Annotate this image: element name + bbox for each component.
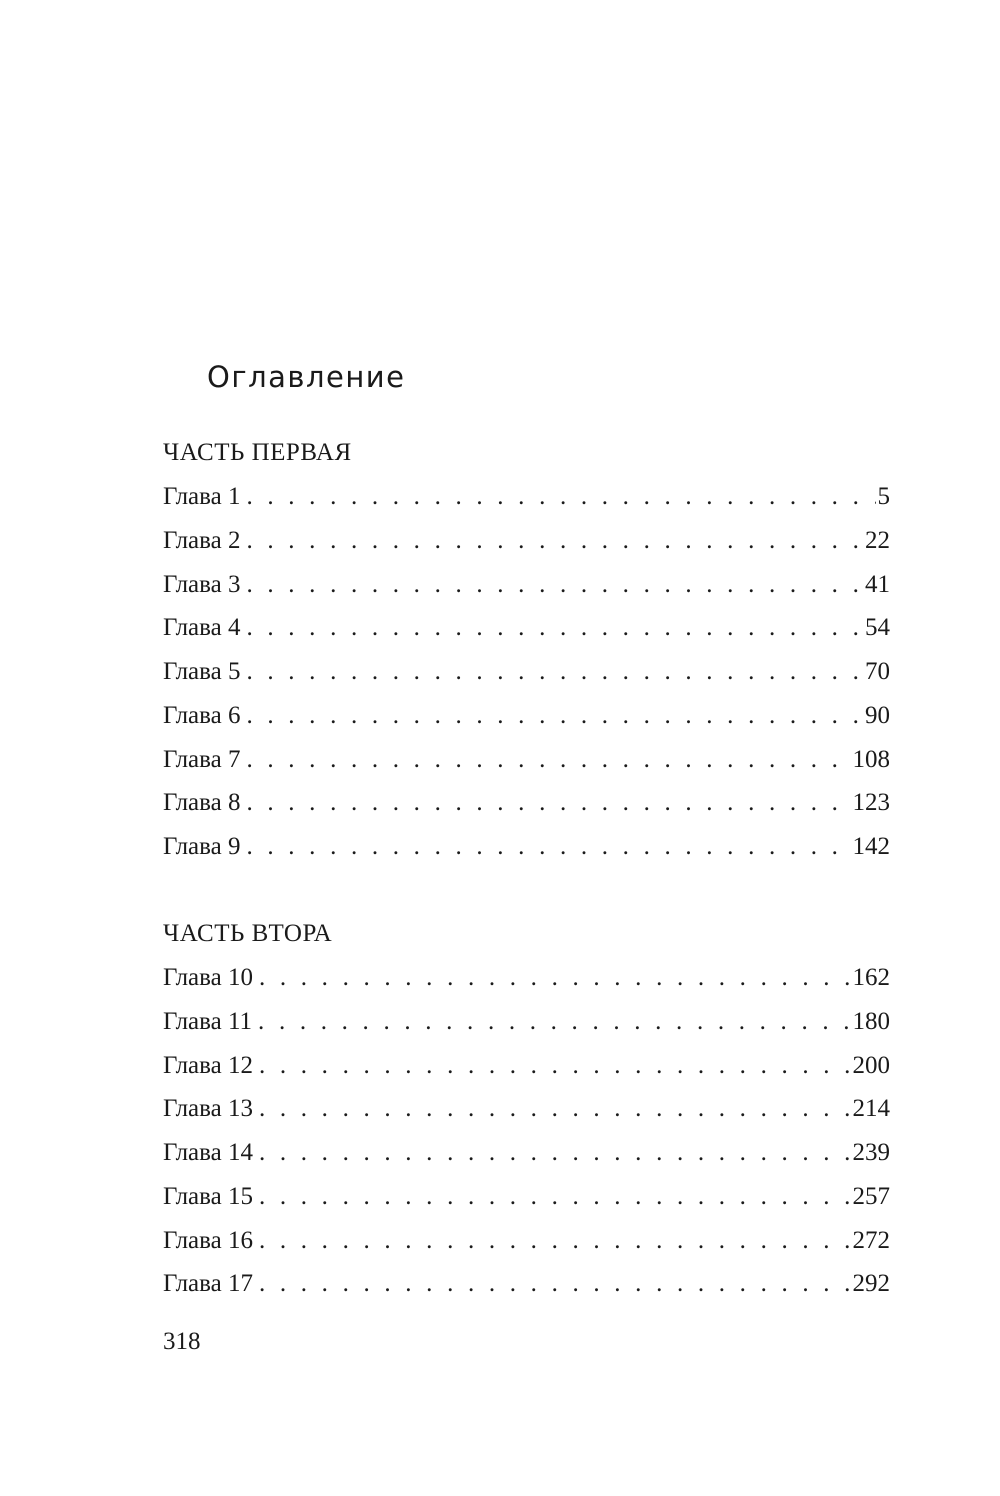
chapter-list xyxy=(163,958,890,1308)
toc-entry[interactable] xyxy=(163,1046,890,1090)
chapter-page-number: 292 xyxy=(852,1270,890,1298)
dot-leader xyxy=(246,740,850,780)
toc-entry[interactable] xyxy=(163,1002,890,1046)
dot-leader xyxy=(258,1002,850,1042)
toc-entry[interactable] xyxy=(163,521,890,565)
toc-entry[interactable] xyxy=(163,958,890,1002)
toc-entry[interactable] xyxy=(163,608,890,652)
dot-leader xyxy=(246,827,850,867)
chapter-page-number: 142 xyxy=(852,833,890,860)
toc-entry[interactable] xyxy=(163,477,890,521)
chapter-label: Глава 9 xyxy=(163,833,241,860)
chapter-label: Глава 1 xyxy=(163,483,241,510)
toc-entry[interactable] xyxy=(163,652,890,696)
chapter-page-number: 162 xyxy=(852,964,890,991)
dot-leader xyxy=(246,783,850,823)
part-heading: ЧАСТЬ ВТОРА xyxy=(163,920,333,947)
chapter-label: Глава 10 xyxy=(163,964,253,991)
toc-entry[interactable] xyxy=(163,565,890,609)
chapter-label: Глава 14 xyxy=(163,1139,253,1166)
chapter-page-number: 123 xyxy=(852,789,890,817)
dot-leader xyxy=(246,652,863,692)
dot-leader xyxy=(246,696,863,736)
chapter-label: Глава 6 xyxy=(163,701,241,729)
toc-entry[interactable] xyxy=(163,696,890,740)
chapter-page-number: 5 xyxy=(877,483,890,510)
chapter-label: Глава 7 xyxy=(163,745,241,773)
chapter-page-number: 239 xyxy=(852,1139,890,1166)
chapter-page-number: 180 xyxy=(852,1007,890,1035)
chapter-label: Глава 16 xyxy=(163,1226,253,1254)
toc-part-two xyxy=(163,914,890,1308)
dot-leader xyxy=(259,1133,851,1173)
dot-leader xyxy=(259,1177,851,1217)
chapter-label: Глава 17 xyxy=(163,1270,253,1298)
chapter-label: Глава 8 xyxy=(163,789,241,817)
dot-leader xyxy=(259,1046,851,1086)
dot-leader xyxy=(259,1264,851,1304)
dot-leader xyxy=(246,608,863,648)
toc-entry[interactable] xyxy=(163,783,890,827)
chapter-label: Глава 3 xyxy=(163,570,241,598)
dot-leader xyxy=(259,958,851,998)
dot-leader xyxy=(259,1221,851,1261)
dot-leader xyxy=(246,565,863,605)
chapter-page-number: 272 xyxy=(852,1226,890,1254)
chapter-label: Глава 11 xyxy=(163,1007,253,1035)
toc-title: Оглавление xyxy=(207,360,406,394)
chapter-page-number: 257 xyxy=(852,1182,890,1210)
toc-entry[interactable] xyxy=(163,740,890,784)
toc-entry[interactable] xyxy=(163,1133,890,1177)
toc-entry[interactable] xyxy=(163,1264,890,1308)
chapter-list xyxy=(163,477,890,871)
chapter-page-number: 108 xyxy=(852,745,890,773)
chapter-label: Глава 13 xyxy=(163,1095,253,1123)
chapter-label: Глава 5 xyxy=(163,658,241,685)
toc-entry[interactable] xyxy=(163,1221,890,1265)
dot-leader xyxy=(259,1089,851,1129)
chapter-label: Глава 4 xyxy=(163,614,241,642)
chapter-page-number: 90 xyxy=(865,701,890,729)
part-heading: ЧАСТЬ ПЕРВАЯ xyxy=(163,439,352,466)
toc-part-one xyxy=(163,433,890,871)
dot-leader xyxy=(246,477,875,517)
chapter-page-number: 41 xyxy=(865,570,890,598)
page-number: 318 xyxy=(163,1328,201,1355)
toc-entry[interactable] xyxy=(163,1177,890,1221)
chapter-page-number: 22 xyxy=(865,526,890,554)
toc-entry[interactable] xyxy=(163,827,890,871)
chapter-page-number: 214 xyxy=(852,1095,890,1123)
chapter-label: Глава 2 xyxy=(163,526,241,554)
toc-entry[interactable] xyxy=(163,1089,890,1133)
chapter-page-number: 200 xyxy=(852,1051,890,1079)
chapter-page-number: 70 xyxy=(865,658,890,685)
chapter-label: Глава 12 xyxy=(163,1051,253,1079)
chapter-label: Глава 15 xyxy=(163,1182,253,1210)
chapter-page-number: 54 xyxy=(865,614,890,642)
dot-leader xyxy=(246,521,863,561)
